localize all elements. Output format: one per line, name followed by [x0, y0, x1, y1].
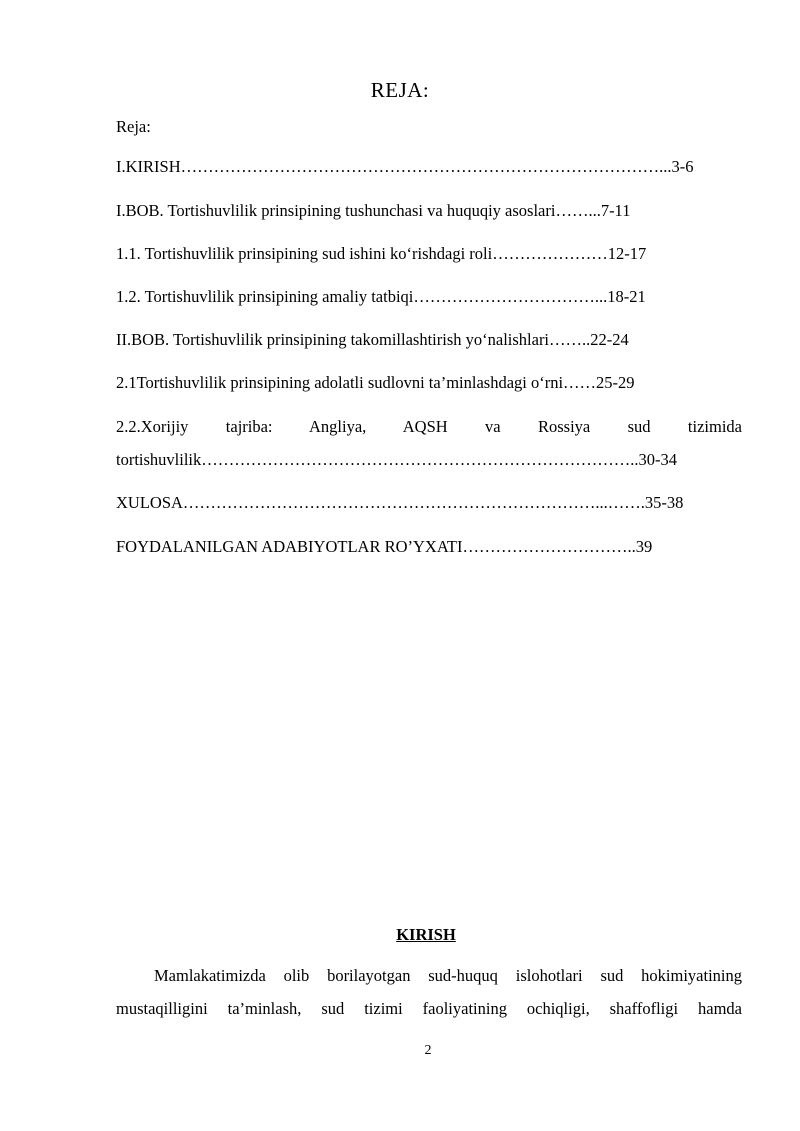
toc-entry-bibliography: FOYDALANILGAN ADABIYOTLAR RO’YXATI…………………………..39 [116, 537, 653, 556]
toc-entry-xulosa: XULOSA…………………………………………………………………...…….35-38 [116, 493, 684, 512]
toc-entry-section-1-1: 1.1. Tortishuvlilik prinsipining sud ishini ko‘rishdagi roli…………………12-17 [116, 244, 647, 263]
toc-entry-section-2-2-line-1: 2.2.Xorijiy tajriba: Angliya, AQSH va Rossiya sud tizimida [116, 417, 742, 436]
plan-heading: REJA: [370, 78, 430, 102]
paragraph-line-2: mustaqilligini ta’minlash, sud tizimi faoliyatining ochiqligi, shaffofligi hamda [116, 999, 742, 1018]
toc-entry-chapter-2: II.BOB. Tortishuvlilik prinsipining takomillashtirish yo‘nalishlari……..22-24 [116, 330, 629, 349]
toc-entry-kirish: I.KIRISH……………………………………………………………………………...3-6 [116, 157, 694, 176]
toc-entry-section-2-1: 2.1Tortishuvlilik prinsipining adolatli sudlovni ta’minlashdagi o‘rni……25-29 [116, 373, 635, 392]
toc-entry-chapter-1: I.BOB. Tortishuvlilik prinsipining tushunchasi va huquqiy asoslari……...7-11 [116, 201, 631, 220]
page-number: 2 [424, 1043, 432, 1058]
plan-label: Reja: [116, 117, 151, 136]
toc-entry-section-1-2: 1.2. Tortishuvlilik prinsipining amaliy tatbiqi……………………………...18-21 [116, 287, 646, 306]
toc-entry-section-2-2-line-2: tortishuvlilik……………………………………………………………………..30-34 [116, 450, 677, 469]
kirish-title: KIRISH [396, 925, 456, 944]
paragraph-line-1: Mamlakatimizda olib borilayotgan sud-huquq islohotlari sud hokimiyatining [154, 966, 742, 985]
